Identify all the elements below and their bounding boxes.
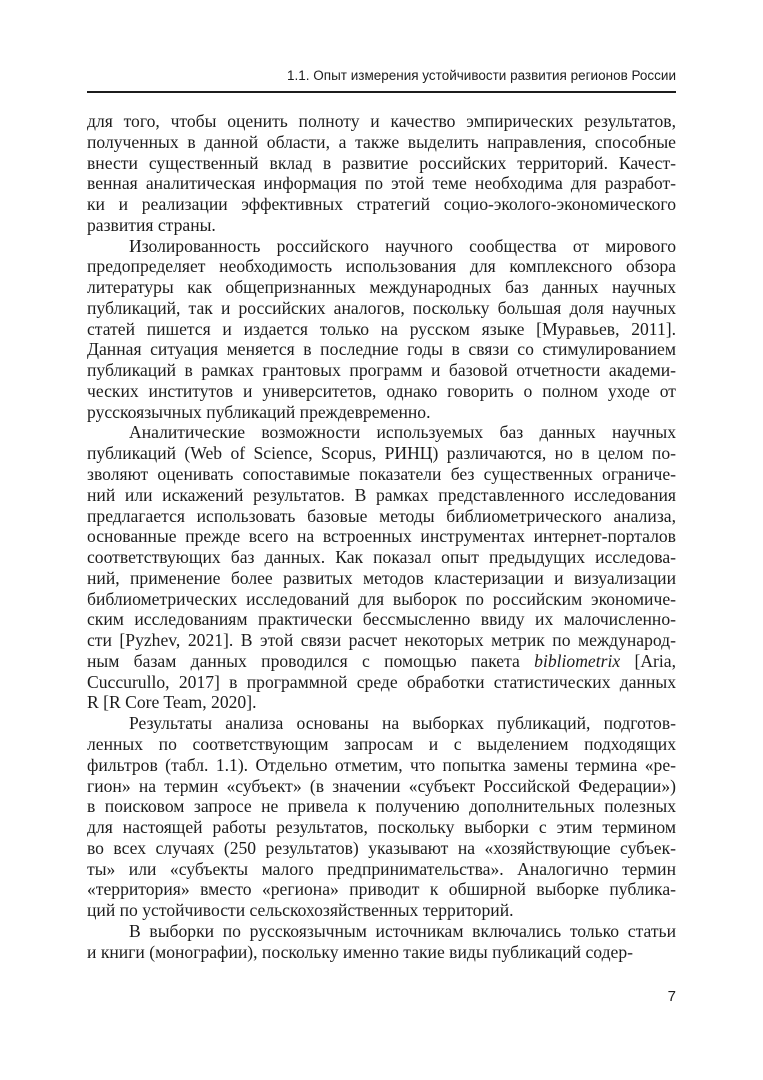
text-line: ским исследованиям практически бессмысленно ввиду их малочисленно- (87, 609, 676, 630)
text-line: гион» на термин «субъект» (в значении «субъект Российской Федерации») (87, 775, 676, 796)
text-line: венная аналитическая информация по этой теме необходима для разработ- (87, 173, 676, 194)
text-line: предопределяет необходимость использования для комплексного обзора (87, 256, 676, 277)
text-line: и книги (монографии), поскольку именно такие виды публикаций содер- (87, 941, 634, 962)
text-line: ным базам данных проводился с помощью пакета bibliometrix [Aria, (87, 650, 676, 671)
text-line: «территория» вместо «региона» приводит к обширной выборке публика- (87, 879, 676, 900)
text-line: ний, применение более развитых методов кластеризации и визуализации (87, 567, 676, 588)
text-line: В выборки по русскоязычным источникам включались только статьи (129, 920, 676, 941)
text-line: внести существенный вклад в развитие российских территорий. Качест- (87, 152, 676, 173)
text-line: Результаты анализа основаны на выборках публикаций, подготов- (129, 713, 676, 734)
text-line: публикаций в рамках грантовых программ и базовой отчетности академи- (87, 360, 676, 381)
text-line: ки и реализации эффективных стратегий социо-эколого-экономического (87, 194, 676, 215)
text-line: Изолированность российского научного сообщества от мирового (129, 235, 676, 256)
paragraph (87, 713, 676, 921)
running-header (87, 67, 676, 93)
text-line: R [R Core Team, 2020]. (87, 692, 257, 713)
text-line: соответствующих баз данных. Как показал опыт предыдущих исследова- (87, 547, 676, 568)
text-line: во всех случаях (250 результатов) указывают на «хозяйствующие субъек- (87, 837, 676, 858)
text-line: сти [Pyzhev, 2021]. В этой связи расчет некоторых метрик по международ- (87, 630, 676, 651)
text-line: литературы как общепризнанных международных баз данных научных (87, 277, 676, 298)
text-line: Cuccurullo, 2017] в программной среде обработки статистических данных (87, 671, 676, 692)
text-line: русскоязычных публикаций преждевременно. (87, 401, 431, 422)
text-line: ческих институтов и университетов, однако говорить о полном уходе от (87, 380, 676, 401)
paragraph (87, 111, 676, 236)
text-line: Аналитические возможности используемых баз данных научных (129, 422, 676, 443)
text-line: для того, чтобы оценить полноту и качество эмпирических результатов, (87, 111, 676, 131)
text-line: публикаций (Web of Science, Scopus, РИНЦ) различаются, но в целом по- (87, 443, 676, 464)
paragraph (87, 921, 676, 963)
running-header-title: 1.1. Опыт измерения устойчивости развития регионов России (287, 68, 676, 83)
text-line: для настоящей работы результатов, поскольку выборки с этим термином (87, 817, 676, 838)
text-line: предлагается использовать базовые методы библиометрического анализа, (87, 505, 676, 526)
text-line: ленных по соответствующим запросам и с выделением подходящих (87, 733, 676, 754)
text-line: ты» или «субъекты малого предпринимательства». Аналогично термин (87, 858, 676, 879)
text-line: зволяют оценивать сопоставимые показатели без существенных ограниче- (87, 464, 676, 485)
paragraph (87, 422, 676, 713)
text-line: фильтров (табл. 1.1). Отдельно отметим, что попытка замены термина «ре- (87, 754, 676, 775)
text-line: Данная ситуация меняется в последние годы в связи со стимулированием (87, 339, 676, 360)
page-number: 7 (667, 988, 676, 1005)
text-line: ний или искажений результатов. В рамках представленного исследования (87, 484, 676, 505)
text-line: статей пишется и издается только на русском языке [Муравьев, 2011]. (87, 318, 676, 339)
text-line: полученных в данной области, а также выделить направления, способные (87, 131, 676, 152)
text-line: основанные прежде всего на встроенных инструментах интернет-порталов (87, 526, 676, 547)
body-text (87, 111, 676, 962)
header-rule (87, 91, 676, 93)
text-line: развития страны. (87, 214, 216, 235)
text-line: библиометрических исследований для выборок по российским экономиче- (87, 588, 676, 609)
paragraph (87, 236, 676, 423)
text-line: публикаций, так и российских аналогов, поскольку большая доля научных (87, 297, 676, 318)
text-line: в поисковом запросе не привела к получению дополнительных полезных (87, 796, 676, 817)
text-line: ций по устойчивости сельскохозяйственных территорий. (87, 900, 514, 921)
